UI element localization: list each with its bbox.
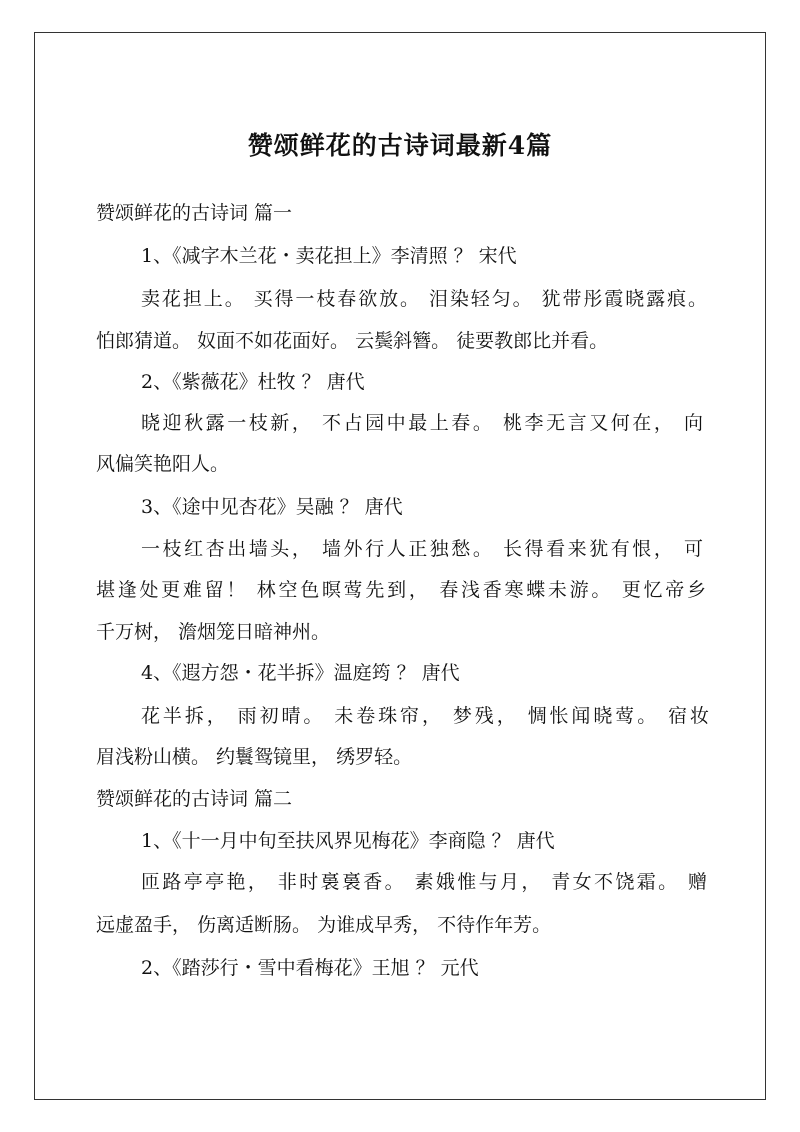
poem-text-line: 花半拆， 雨初晴。 未卷珠帘， 梦残， 惆怅闻晓莺。 宿妆 xyxy=(141,705,709,727)
poem-text-line: 千万树， 澹烟笼日暗神州。 xyxy=(96,621,331,643)
poem-text-line: 远虚盈手， 伤离适断肠。 为谁成早秀， 不待作年芳。 xyxy=(96,914,552,936)
poem-text-line: 风偏笑艳阳人。 xyxy=(96,453,230,475)
document-title: 赞颂鲜花的古诗词最新4篇 xyxy=(247,131,553,160)
poem-text-line: 匝路亭亭艳， 非时裛裛香。 素娥惟与月， 青女不饶霜。 赠 xyxy=(141,871,707,893)
poem-text-line: 堪逢处更难留！ 林空色暝莺先到， 春浅香寒蝶未游。 更忆帝乡 xyxy=(96,579,706,601)
poem-heading: 2、《踏莎行・雪中看梅花》王旭 ？ 元代 xyxy=(141,957,479,979)
poem-text-line: 怕郎猜道。 奴面不如花面好。 云鬓斜簪。 徒要教郎比并看。 xyxy=(96,330,609,352)
poem-text-line: 眉浅粉山横。 约鬟鸳镜里， 绣罗轻。 xyxy=(96,746,413,768)
poem-text-line: 一枝红杏出墙头， 墙外行人正独愁。 长得看来犹有恨， 可 xyxy=(141,538,703,560)
poem-heading: 4、《遐方怨・花半拆》温庭筠 ？ 唐代 xyxy=(141,662,460,684)
poem-text-line: 晓迎秋露一枝新， 不占园中最上春。 桃李无言又何在， 向 xyxy=(141,412,703,434)
poem-heading: 1、《减字木兰花・卖花担上》李清照 ？ 宋代 xyxy=(141,245,517,267)
poem-heading: 1、《十一月中旬至扶风界见梅花》李商隐 ？ 唐代 xyxy=(141,830,555,852)
poem-heading: 3、《途中见杏花》吴融 ？ 唐代 xyxy=(141,496,403,518)
poem-text-line: 卖花担上。 买得一枝春欲放。 泪染轻匀。 犹带彤霞晓露痕。 xyxy=(141,288,707,310)
poem-heading: 2、《紫薇花》杜牧 ？ 唐代 xyxy=(141,371,365,393)
section-heading-2: 赞颂鲜花的古诗词 篇二 xyxy=(96,788,293,810)
section-heading-1: 赞颂鲜花的古诗词 篇一 xyxy=(96,202,293,224)
